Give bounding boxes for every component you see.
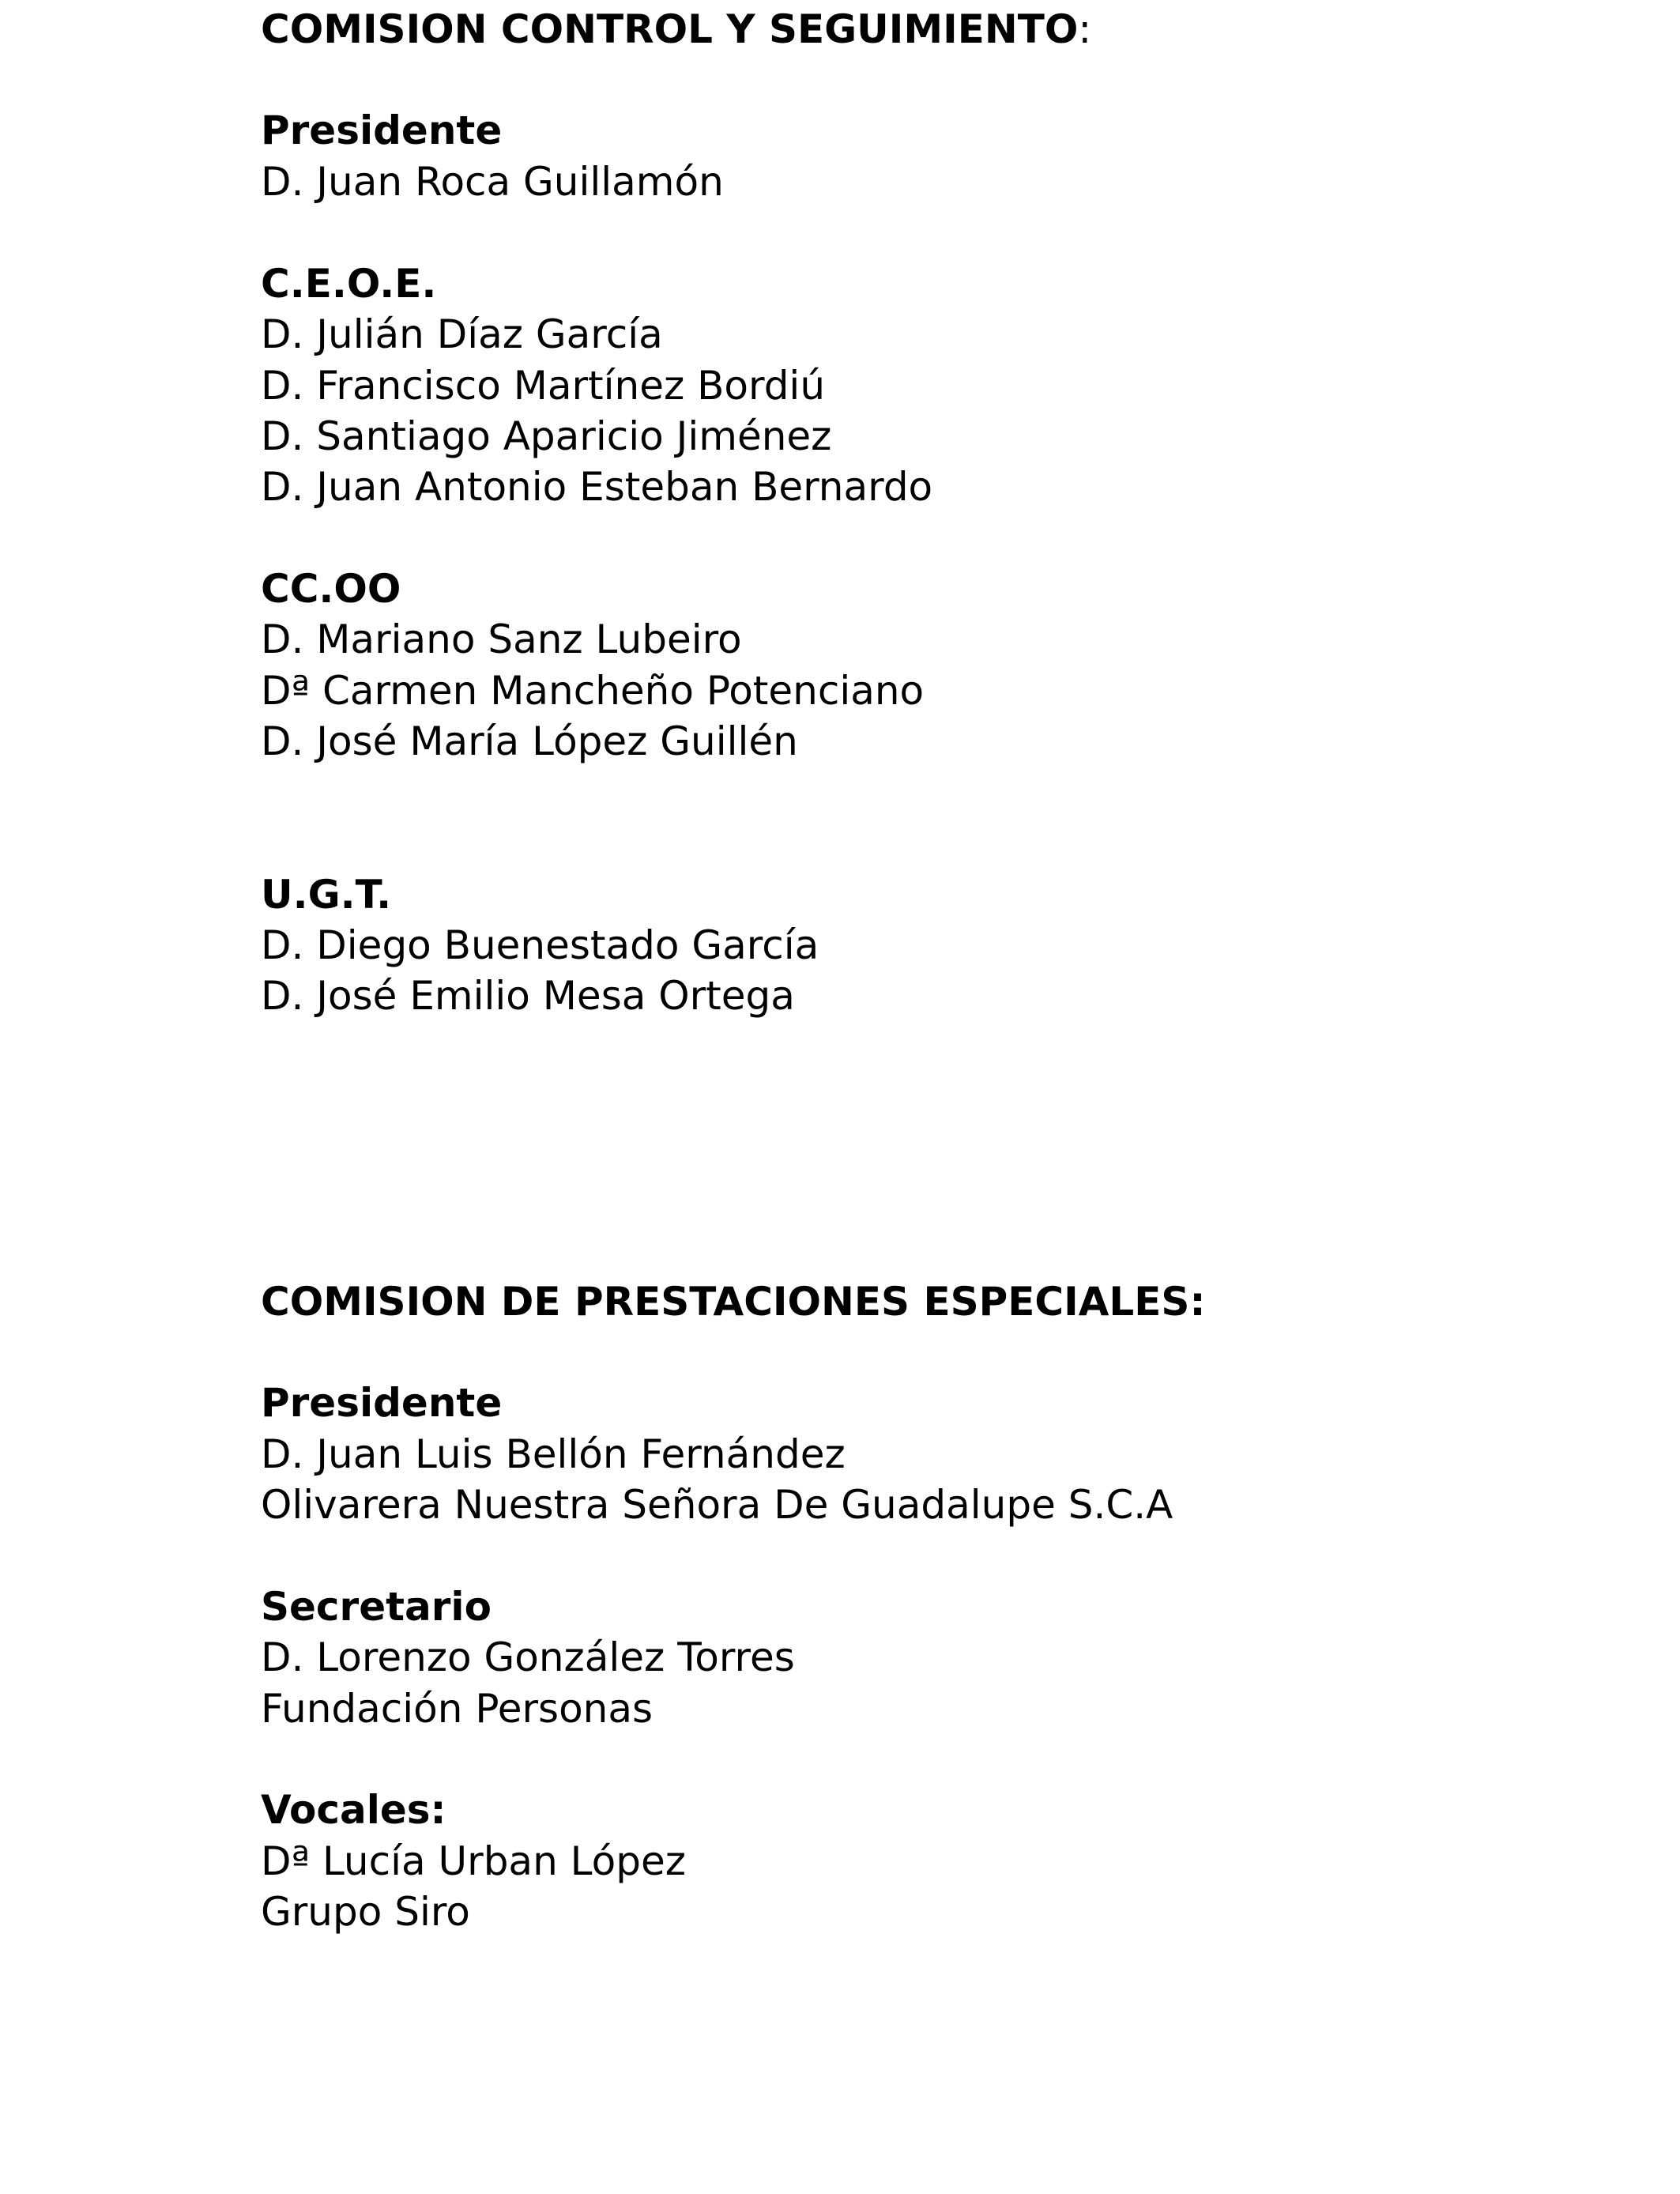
heading-ccoo: CC.OO [261, 566, 401, 612]
member-ccoo-3: D. José María López Guillén [261, 718, 798, 764]
section-title-control-colon: : [1078, 6, 1092, 52]
member-ceoe-4: D. Juan Antonio Esteban Bernardo [261, 464, 933, 510]
member-ccoo-1: D. Mariano Sanz Lubeiro [261, 616, 742, 662]
vocal-org: Grupo Siro [261, 1889, 470, 1935]
heading-secretario: Secretario [261, 1584, 492, 1630]
section-title-control-text: COMISION CONTROL Y SEGUIMIENTO [261, 6, 1079, 52]
heading-vocales: Vocales: [261, 1787, 446, 1833]
heading-ceoe: C.E.O.E. [261, 261, 437, 307]
presidente-prestaciones-org: Olivarera Nuestra Señora De Guadalupe S.C.A [261, 1482, 1173, 1528]
member-ceoe-2: D. Francisco Martínez Bordiú [261, 363, 826, 409]
heading-ugt: U.G.T. [261, 872, 392, 918]
member-ceoe-1: D. Julián Díaz García [261, 311, 663, 357]
member-ceoe-3: D. Santiago Aparicio Jiménez [261, 413, 832, 459]
member-ugt-1: D. Diego Buenestado García [261, 922, 819, 968]
section-title-control [261, 4, 1091, 55]
secretario-name: D. Lorenzo González Torres [261, 1634, 795, 1680]
heading-presidente-control: Presidente [261, 107, 503, 153]
secretario-org: Fundación Personas [261, 1686, 654, 1732]
heading-presidente-prestaciones: Presidente [261, 1380, 503, 1426]
presidente-prestaciones-name: D. Juan Luis Bellón Fernández [261, 1431, 846, 1477]
section-title-prestaciones: COMISION DE PRESTACIONES ESPECIALES: [261, 1279, 1206, 1325]
member-ccoo-2: Dª Carmen Mancheño Potenciano [261, 668, 925, 714]
vocal-name: Dª Lucía Urban López [261, 1838, 686, 1884]
member-presidente-control: D. Juan Roca Guillamón [261, 159, 724, 205]
member-ugt-2: D. José Emilio Mesa Ortega [261, 973, 795, 1019]
